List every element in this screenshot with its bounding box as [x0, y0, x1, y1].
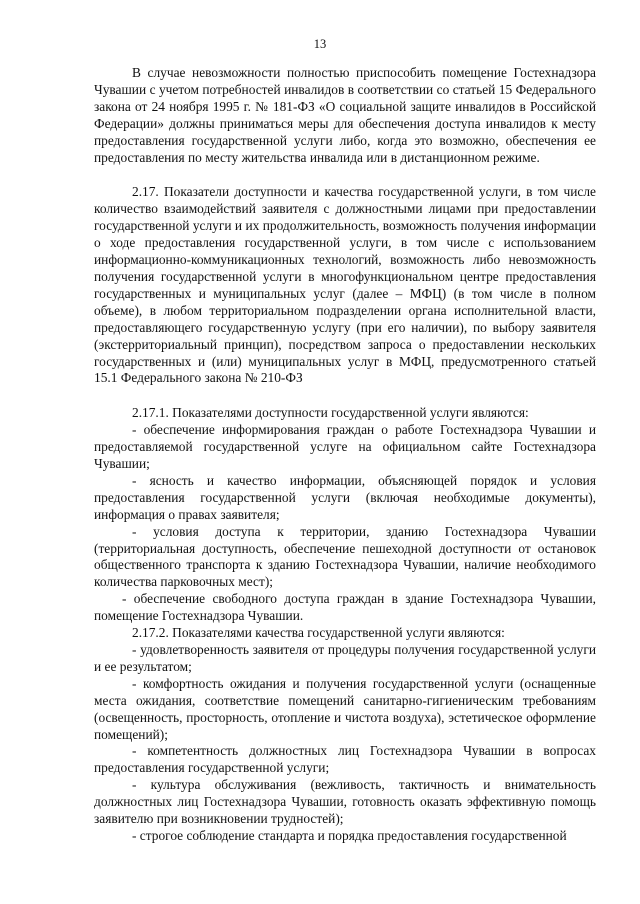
list-item-access-conditions: - условия доступа к территории, зданию Гостехнадзора Чувашии (территориальная доступность, обеспечение пешеходной доступности от остановок общественного транспорта к зданию Гостехнадзора Чувашии, наличие необходимого количества парковочных мест);: [94, 523, 596, 590]
list-item-comfort: - комфортность ожидания и получения государственной услуги (оснащенные места ожидания, соответствие помещений санитарно-гигиеническим требованиям (освещенность, просторность, отопление и чистота воздуха), эстетическое оформление помещений);: [94, 675, 596, 742]
page-number: 13: [313, 37, 327, 51]
paragraph-2-17-1: 2.17.1. Показателями доступности государственной услуги являются:: [132, 405, 529, 421]
list-item-clarity: - ясность и качество информации, объясняющей порядок и условия предоставления государственной услуги (включая необходимые документы), информация о правах заявителя;: [94, 472, 596, 522]
list-item-competence: - компетентность должностных лиц Гостехнадзора Чувашии в вопросах предоставления государственной услуги;: [94, 743, 596, 776]
paragraph-2-17: 2.17. Показатели доступности и качества государственной услуги, в том числе количество взаимодействий заявителя с должностными лицами при предоставлении государственной услуги и их продолжительность, возможность получения информации о ходе предоставления государственной услуги, в том числе с использованием информационно-коммуникационных технологий, возможность либо невозможность получения государственной услуги в многофункциональном центре предоставления государственных и муниципальных услуг (далее – МФЦ) (в том числе в полном объеме), в любом территориальном подразделении органа исполнительной власти, предоставляющего государственную услугу (при его наличии), по выбору заявителя (экстерриториальный принцип), посредством запроса о предоставлении нескольких государственных и (или) муниципальных услуг в МФЦ, предусмотренного статьей 15.1 Федерального закона № 210-ФЗ: [94, 184, 596, 386]
list-item-standard-compliance: - строгое соблюдение стандарта и порядка предоставления государственной: [132, 827, 567, 843]
document-body: [94, 65, 596, 845]
list-item-satisfaction: - удовлетворенность заявителя от процедуры получения государственной услуги и ее результатом;: [94, 642, 596, 674]
paragraph-2-17-2: 2.17.2. Показателями качества государственной услуги являются:: [132, 625, 505, 641]
list-item-free-access: - обеспечение свободного доступа граждан в здание Гостехнадзора Чувашии, помещение Гостехнадзора Чувашии.: [94, 591, 596, 624]
list-item-service-culture: - культура обслуживания (вежливость, тактичность и внимательность должностных лиц Гостехнадзора Чувашии, готовность оказать эффективную помощь заявителю при возникновении трудностей);: [94, 777, 596, 827]
list-item-informing: - обеспечение информирования граждан о работе Гостехнадзора Чувашии и предоставляемой государственной услуге на официальном сайте Гостехнадзора Чувашии;: [94, 422, 596, 472]
paragraph-accessibility-measures: В случае невозможности полностью приспособить помещение Гостехнадзора Чувашии с учетом потребностей инвалидов в соответствии со статьей 15 Федерального закона от 24 ноября 1995 г. № 181-ФЗ «О социальной защите инвалидов в Российской Федерации» должны приниматься меры для обеспечения доступа инвалидов к месту предоставления государственной услуги либо, когда это возможно, обеспечения ее предоставления по месту жительства инвалида или в дистанционном режиме.: [94, 65, 596, 165]
